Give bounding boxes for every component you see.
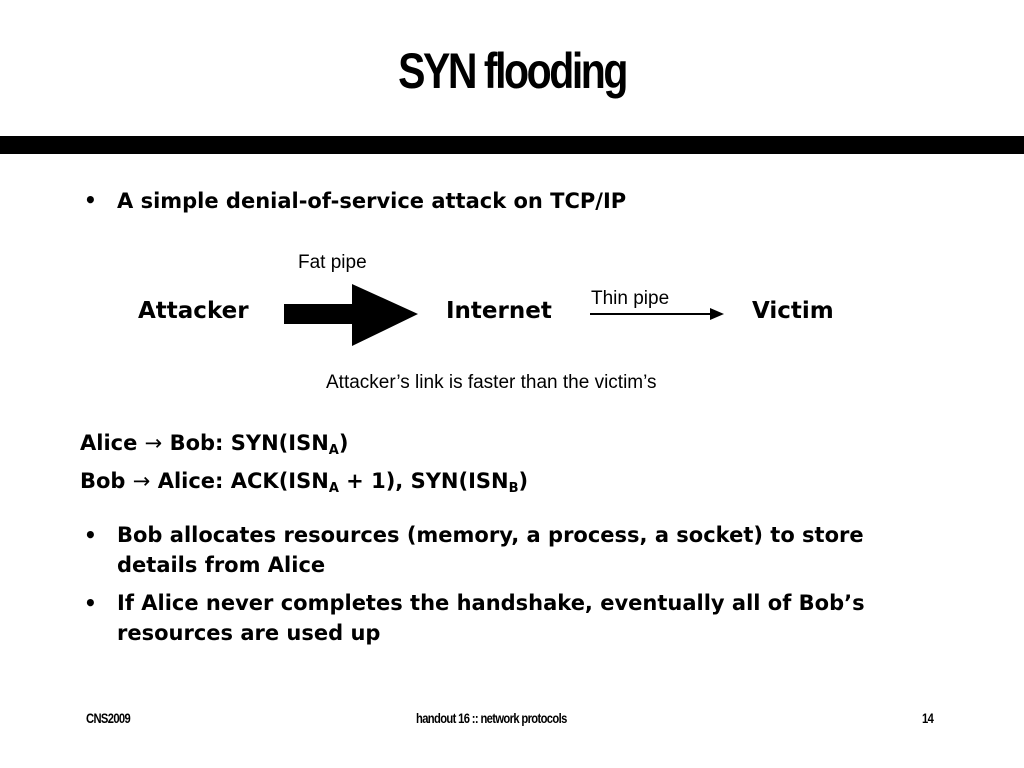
handshake-1-from: Alice	[80, 431, 138, 455]
node-internet: Internet	[446, 298, 552, 324]
fat-pipe-label: Fat pipe	[298, 252, 367, 273]
handshake-1-tail: )	[338, 431, 349, 455]
bullet-icon: •	[84, 591, 97, 615]
handshake-2-sub2: B	[508, 481, 519, 496]
bullet-handshake: If Alice never completes the handshake, eventually all of Bob’s resources are used up	[117, 591, 865, 645]
right-arrow-icon: →	[144, 431, 163, 455]
handshake-2-text: Alice: ACK(ISN	[157, 469, 329, 493]
handshake-2-from: Bob	[80, 469, 126, 493]
handshake-line-2	[80, 466, 528, 496]
bullet-resources: Bob allocates resources (memory, a process, a socket) to store details from Alice	[117, 523, 864, 577]
node-attacker: Attacker	[138, 298, 249, 324]
handshake-line-1	[80, 428, 348, 458]
right-arrow-icon: →	[132, 469, 151, 493]
fat-arrow-icon	[280, 282, 422, 348]
diagram-caption: Attacker’s link is faster than the victim’s	[326, 372, 657, 393]
intro-bullet-text: A simple denial-of-service attack on TCP/IP	[117, 189, 627, 213]
thin-arrow-icon	[588, 306, 728, 322]
title-divider-bar	[0, 136, 1024, 154]
slide-title: SYN flooding	[398, 43, 626, 99]
thin-pipe-label: Thin pipe	[591, 288, 670, 309]
footer-course: CNS2009	[86, 710, 131, 726]
handshake-2-tail: )	[518, 469, 529, 493]
handshake-1-text: Bob: SYN(ISN	[169, 431, 329, 455]
handshake-1-sub: A	[328, 443, 339, 458]
node-victim: Victim	[752, 298, 834, 324]
handshake-2-mid: + 1), SYN(ISN	[338, 469, 509, 493]
handshake-2-sub1: A	[328, 481, 339, 496]
footer-page-number: 14	[922, 710, 934, 726]
bullet-icon: •	[84, 523, 97, 547]
bullet-icon: •	[84, 188, 97, 212]
footer-handout: handout 16 :: network protocols	[416, 710, 567, 726]
